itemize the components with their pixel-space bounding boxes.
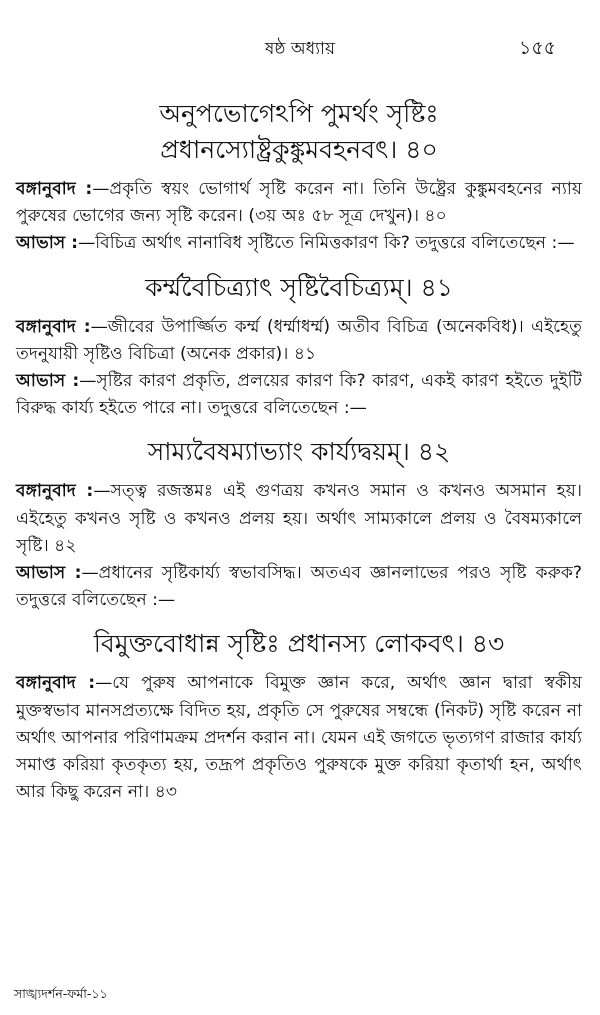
translation-label: বঙ্গানুবাদ : bbox=[16, 179, 93, 199]
translation-41 bbox=[16, 314, 582, 368]
sutra-40-line-2: প্রধানস্যোষ্ট্রকুঙ্কুমবহনবৎ। ৪০ bbox=[160, 135, 438, 164]
abhas-label: আভাস : bbox=[16, 371, 80, 392]
abhas-text: —প্রধানের সৃষ্টিকার্য্য স্বভাবসিদ্ধ। অতএব জ্ঞানলাভের পরও সৃষ্টি করুক? তদুত্তরে বলিতেছেন :— bbox=[16, 563, 582, 611]
page-body bbox=[16, 96, 582, 806]
sutra-43: বিমুক্তবোধান্ন সৃষ্টিঃ প্রধানস্য লোকবৎ। ৪৩ bbox=[93, 629, 505, 659]
forma-signature: সাঙ্খ্যদর্শন-ফর্মা-১১ bbox=[14, 986, 108, 1001]
translation-40 bbox=[16, 176, 582, 230]
abhas-label: আভাস : bbox=[16, 563, 82, 584]
translation-label: বঙ্গানুবাদ : bbox=[16, 481, 94, 502]
translation-text: —যে পুরুষ আপনাকে বিমুক্ত জ্ঞান করে, অর্থাৎ জ্ঞান দ্বারা স্বকীয় মুক্তস্বভাব মানসপ্রত্যক্ষে বিদিত হয়, প্রকৃতি সে পুরুষের সম্বন্ধে (নিকট) সৃষ্টি করেন না অর্থাৎ আপনার পরিণামক্রম প্রদর্শন করান না। যেমন এই জগতে ভৃত্যগণ রাজার কার্য্য সমাপ্ত করিয়া কৃতকৃত্য হয়, তদ্রূপ প্রকৃতিও পুরুষকে মুক্ত করিয়া কৃতার্থা হন, অর্থাৎ আর কিছু করেন না। ৪৩ bbox=[16, 673, 582, 803]
sutra-41: কর্ম্মবৈচিত্র্যাৎ সৃষ্টিবৈচিত্র্যম্। ৪১ bbox=[145, 272, 453, 302]
translation-text: —জীবের উপার্জ্জিত কর্ম্ম (ধর্ম্মাধর্ম্ম) অতীব বিচিত্র (অনেকবিধ)। এইহেতু তদনুযায়ী সৃষ্টিও বিচিত্রা (অনেক প্রকার)। ৪১ bbox=[16, 316, 582, 364]
sutra-42: সাম্যবৈষম্যাভ্যাং কার্য্যদ্বয়ম্। ৪২ bbox=[147, 437, 451, 467]
translation-43 bbox=[16, 670, 582, 806]
abhas-text: —বিচিত্র অর্থাৎ নানাবিধ সৃষ্টিতে নিমিত্তকারণ কি? তদুত্তরে বলিতেছেন :— bbox=[78, 233, 575, 254]
abhas-text: —সৃষ্টির কারণ প্রকৃতি, প্রলয়ের কারণ কি? কারণ, একই কারণ হইতে দুইটি বিরুদ্ধ কার্য্য হইতে পারে না। তদুত্তরে বলিতেছেন :— bbox=[16, 371, 582, 419]
translation-label: বঙ্গানুবাদ : bbox=[16, 316, 91, 337]
translation-42 bbox=[16, 478, 582, 560]
chapter-title: ষষ্ঠ অধ্যায় bbox=[265, 39, 335, 59]
page-header bbox=[0, 36, 600, 60]
abhas-label: আভাস : bbox=[16, 233, 79, 254]
translation-text: —প্রকৃতি স্বয়ং ভোগার্থ সৃষ্টি করেন না। তিনি উষ্ট্রের কুঙ্কুমবহনের ন্যায় পুরুষের ভোগের জন্য সৃষ্টি করেন। (৩য় অঃ ৫৮ সূত্র দেখুন)। ৪০ bbox=[16, 179, 582, 227]
abhas-41 bbox=[16, 368, 582, 422]
abhas-40 bbox=[16, 230, 582, 257]
sutra-40-line-1: অনুপভোগেঽপি পুমর্থং সৃষ্টিঃ bbox=[159, 99, 439, 128]
abhas-42 bbox=[16, 560, 582, 614]
page-number: ১৫৫ bbox=[519, 37, 556, 59]
translation-text: —সত্ত্ব রজস্তমঃ এই গুণত্রয় কখনও সমান ও কখনও অসমান হয়। এইহেতু কখনও সৃষ্টি ও কখনও প্রলয় হয়। অর্থাৎ সাম্যকালে প্রলয় ও বৈষম্যকালে সৃষ্টি। ৪২ bbox=[16, 481, 582, 556]
translation-label: বঙ্গানুবাদ : bbox=[16, 673, 96, 694]
